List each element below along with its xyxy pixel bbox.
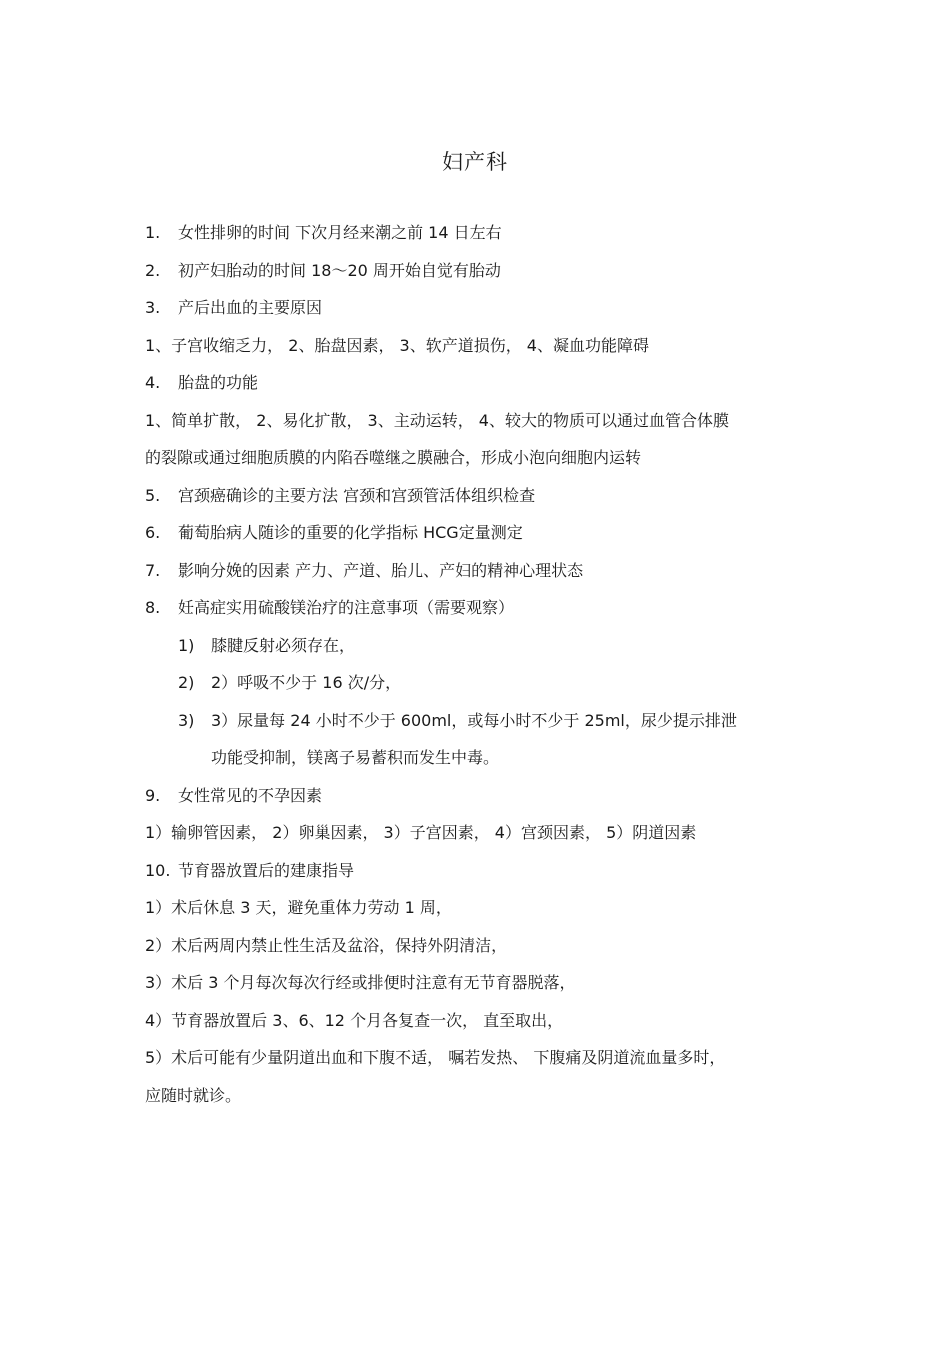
item-number: 8. [145, 598, 161, 617]
item-number: 7. [145, 560, 161, 580]
item-text: 影响分娩的因素 产力、产道、胎儿、产妇的精神心理状态 [178, 560, 584, 580]
item-text: 2）术后两周内禁止性生活及盆浴，保持外阴清洁， [145, 935, 508, 955]
item-text: 2）呼吸不少于 16 次/分， [211, 673, 402, 692]
text-line [145, 289, 810, 327]
page-title: 妇产科 [442, 150, 508, 174]
item-text: 1）输卵管因素， 2）卵巢因素， 3）子宫因素， 4）宫颈因素， 5）阴道因素 [145, 823, 697, 842]
text-line [145, 1039, 810, 1077]
numbered-list-part-1 [145, 214, 810, 627]
item-number: 1. [145, 223, 161, 242]
item-text: 4）节育器放置后 3、6、12 个月各复查一次， 直至取出， [145, 1010, 564, 1030]
item-number: 3. [145, 298, 161, 317]
item-text: 功能受抑制，镁离子易蓄积而发生中毒。 [211, 748, 500, 767]
magnesium-sulfate-subitems [145, 627, 810, 777]
item-number: 9. [145, 785, 161, 805]
text-line [145, 477, 810, 515]
text-line [145, 1002, 810, 1040]
text-line [145, 1077, 810, 1115]
item-text: 1、简单扩散， 2、易化扩散， 3、主动运转， 4、较大的物质可以通过血管合体膜 [145, 410, 729, 430]
text-line [145, 552, 810, 590]
item-number: 3) [178, 710, 195, 730]
text-line [145, 327, 810, 365]
text-line [145, 889, 810, 927]
text-line [145, 439, 810, 477]
item-text: 1、子宫收缩乏力， 2、胎盘因素， 3、软产道损伤， 4、凝血功能障碍 [145, 335, 649, 355]
text-line [145, 927, 810, 965]
item-number: 2) [178, 673, 195, 692]
numbered-list-part-2 [145, 777, 810, 1115]
text-line [145, 514, 810, 552]
item-number: 6. [145, 523, 161, 542]
text-line [145, 402, 810, 440]
text-line [145, 777, 810, 815]
item-number: 10. [145, 860, 171, 880]
item-text: 胎盘的功能 [178, 373, 259, 392]
item-text: 女性排卵的时间 下次月经来潮之前 14 日左右 [178, 223, 502, 242]
sub-item-line [145, 739, 810, 777]
item-text: 的裂隙或通过细胞质膜的内陷吞噬继之膜融合，形成小泡向细胞内运转 [145, 448, 642, 467]
text-line [145, 852, 810, 890]
item-text: 女性常见的不孕因素 [178, 785, 323, 805]
item-number: 5. [145, 485, 161, 505]
item-text: 宫颈癌确诊的主要方法 宫颈和宫颈管活体组织检查 [178, 485, 536, 505]
text-line [145, 252, 810, 290]
sub-item-line [145, 702, 810, 740]
item-text: 膝腱反射必须存在， [211, 635, 356, 655]
item-text: 3）术后 3 个月每次每次行经或排便时注意有无节育器脱落， [145, 973, 576, 992]
item-number: 1) [178, 635, 195, 655]
item-number: 2. [145, 260, 161, 280]
item-text: 葡萄胎病人随诊的重要的化学指标 HCG定量测定 [178, 523, 523, 542]
sub-item-line [145, 627, 810, 665]
item-text: 应随时就诊。 [145, 1085, 242, 1105]
item-number: 4. [145, 373, 161, 392]
text-line [145, 814, 810, 852]
item-text: 妊高症实用硫酸镁治疗的注意事项（需要观察） [178, 598, 515, 617]
text-line [145, 589, 810, 627]
item-text: 初产妇胎动的时间 18～20 周开始自觉有胎动 [178, 260, 501, 280]
text-line [145, 364, 810, 402]
text-line [145, 964, 810, 1002]
sub-item-line [145, 664, 810, 702]
text-line [145, 214, 810, 252]
item-text: 3）尿量每 24 小时不少于 600ml，或每小时不少于 25ml，尿少提示排泄 [211, 710, 737, 730]
item-text: 1）术后休息 3 天，避免重体力劳动 1 周， [145, 898, 452, 917]
item-text: 节育器放置后的建康指导 [178, 860, 355, 880]
document-body [145, 214, 810, 1114]
item-text: 产后出血的主要原因 [178, 298, 323, 317]
item-text: 5）术后可能有少量阴道出血和下腹不适， 嘱若发热、 下腹痛及阴道流血量多时， [145, 1048, 726, 1067]
